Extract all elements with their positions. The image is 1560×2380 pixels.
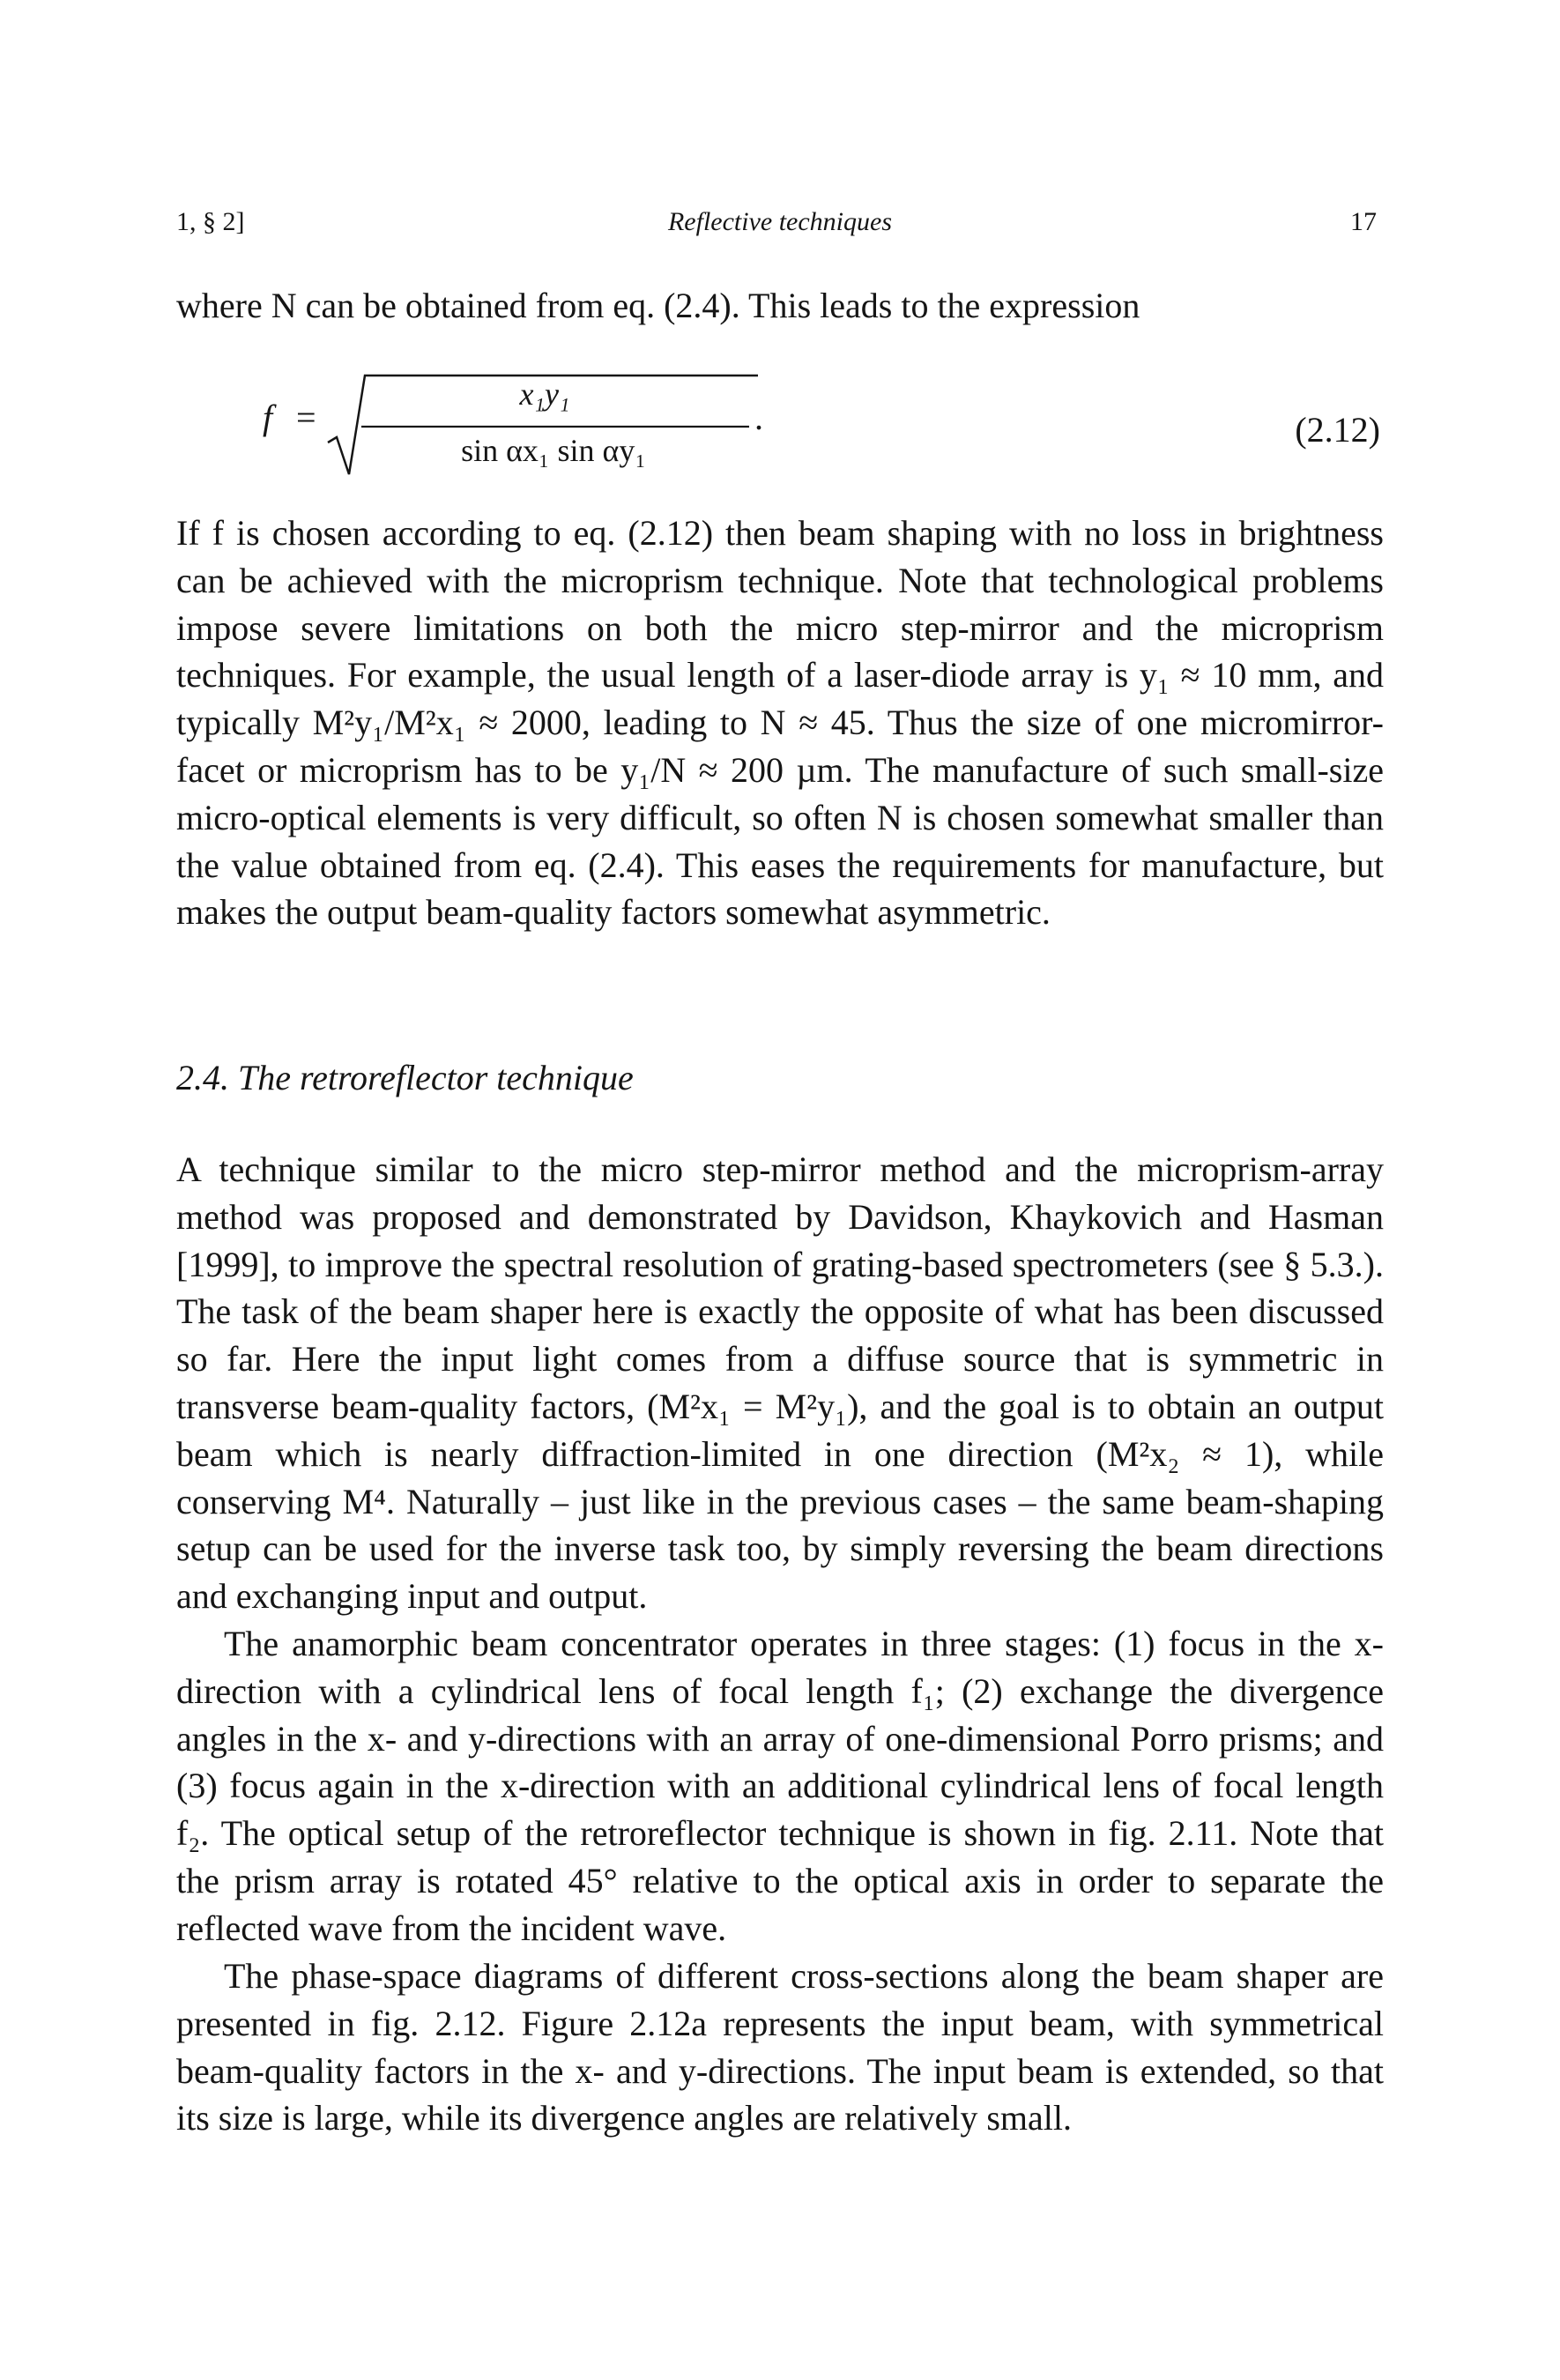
section-heading xyxy=(176,1054,1384,1102)
equation-lhs: f xyxy=(263,398,273,437)
equation-equals: = xyxy=(296,398,316,437)
running-head xyxy=(176,201,1384,243)
equation-2-12: f = x₁y₁ sin αx₁ sin αy₁ . (2.12) xyxy=(176,361,1384,485)
equation-denominator: sin αx₁ sin αy₁ xyxy=(461,433,646,468)
chapter-section-marker: 1, § 2] xyxy=(176,207,245,236)
paragraph-1: If f is chosen according to eq. (2.12) then beam shaping with no loss in brightness can be achieved with the microprism technique. Note that technological problems impose severe limitations on both the micro step-mirror and the microprism techniques. For example, the usual length of a laser-diode array is y₁ ≈ 10 mm, and typically M²y₁/M²x₁ ≈ 2000, leading to N ≈ 45. Thus the size of one micromirror-facet or microprism has to be y₁/N ≈ 200 µm. The manufacture of such small-size micro-optical elements is very difficult, so often N is chosen somewhat smaller than the value obtained from eq. (2.4). This eases the requirements for manufacture, but makes the output beam-quality factors somewhat asymmetric. xyxy=(176,513,1384,933)
page-number: 17 xyxy=(1350,207,1377,236)
paragraph-4: The phase-space diagrams of different cross-sections along the beam shaper are presented in fig. 2.12. Figure 2.12a represents the input beam, with symmetrical beam-quality factors in the x- and y-directions. The input beam is extended, so that its size is large, while its divergence angles are relatively small. xyxy=(176,1956,1384,2138)
paragraph-2: A technique similar to the micro step-mirror method and the microprism-array method was proposed and demonstrated by Davidson, Khaykovich and Hasman [1999], to improve the spectral resolution of grating-based spectrometers (see § 5.3.). The task of the beam shaper here is exactly the opposite of what has been discussed so far. Here the input light comes from a diffuse source that is symmetric in transverse beam-quality factors, (M²x₁ = M²y₁), and the goal is to obtain an output beam which is nearly diffraction-limited in one direction (M²x₂ ≈ 1), while conserving M⁴. Naturally – just like in the previous cases – the same beam-shaping setup can be used for the inverse task too, by simply reversing the beam directions and exchanging input and output. xyxy=(176,1149,1384,1617)
section-title: The retroreflector technique xyxy=(238,1058,634,1097)
equation-number: (2.12) xyxy=(1295,410,1380,450)
paragraph-3: The anamorphic beam concentrator operates in three stages: (1) focus in the x-direction with a cylindrical lens of focal length f₁; (2) exchange the divergence angles in the x- and y-directions with an array of one-dimensional Porro prisms; and (3) focus again in the x-direction with an additional cylindrical lens of focal length f₂. The optical setup of the retroreflector technique is shown in fig. 2.11. Note that the prism array is rotated 45° relative to the optical axis in order to separate the reflected wave from the incident wave. xyxy=(176,1624,1384,1948)
equation-numerator: x₁y₁ xyxy=(519,376,570,412)
running-title: Reflective techniques xyxy=(667,207,893,236)
intro-line: where N can be obtained from eq. (2.4). This leads to the expression xyxy=(176,286,1140,325)
section-number: 2.4. xyxy=(176,1058,229,1097)
